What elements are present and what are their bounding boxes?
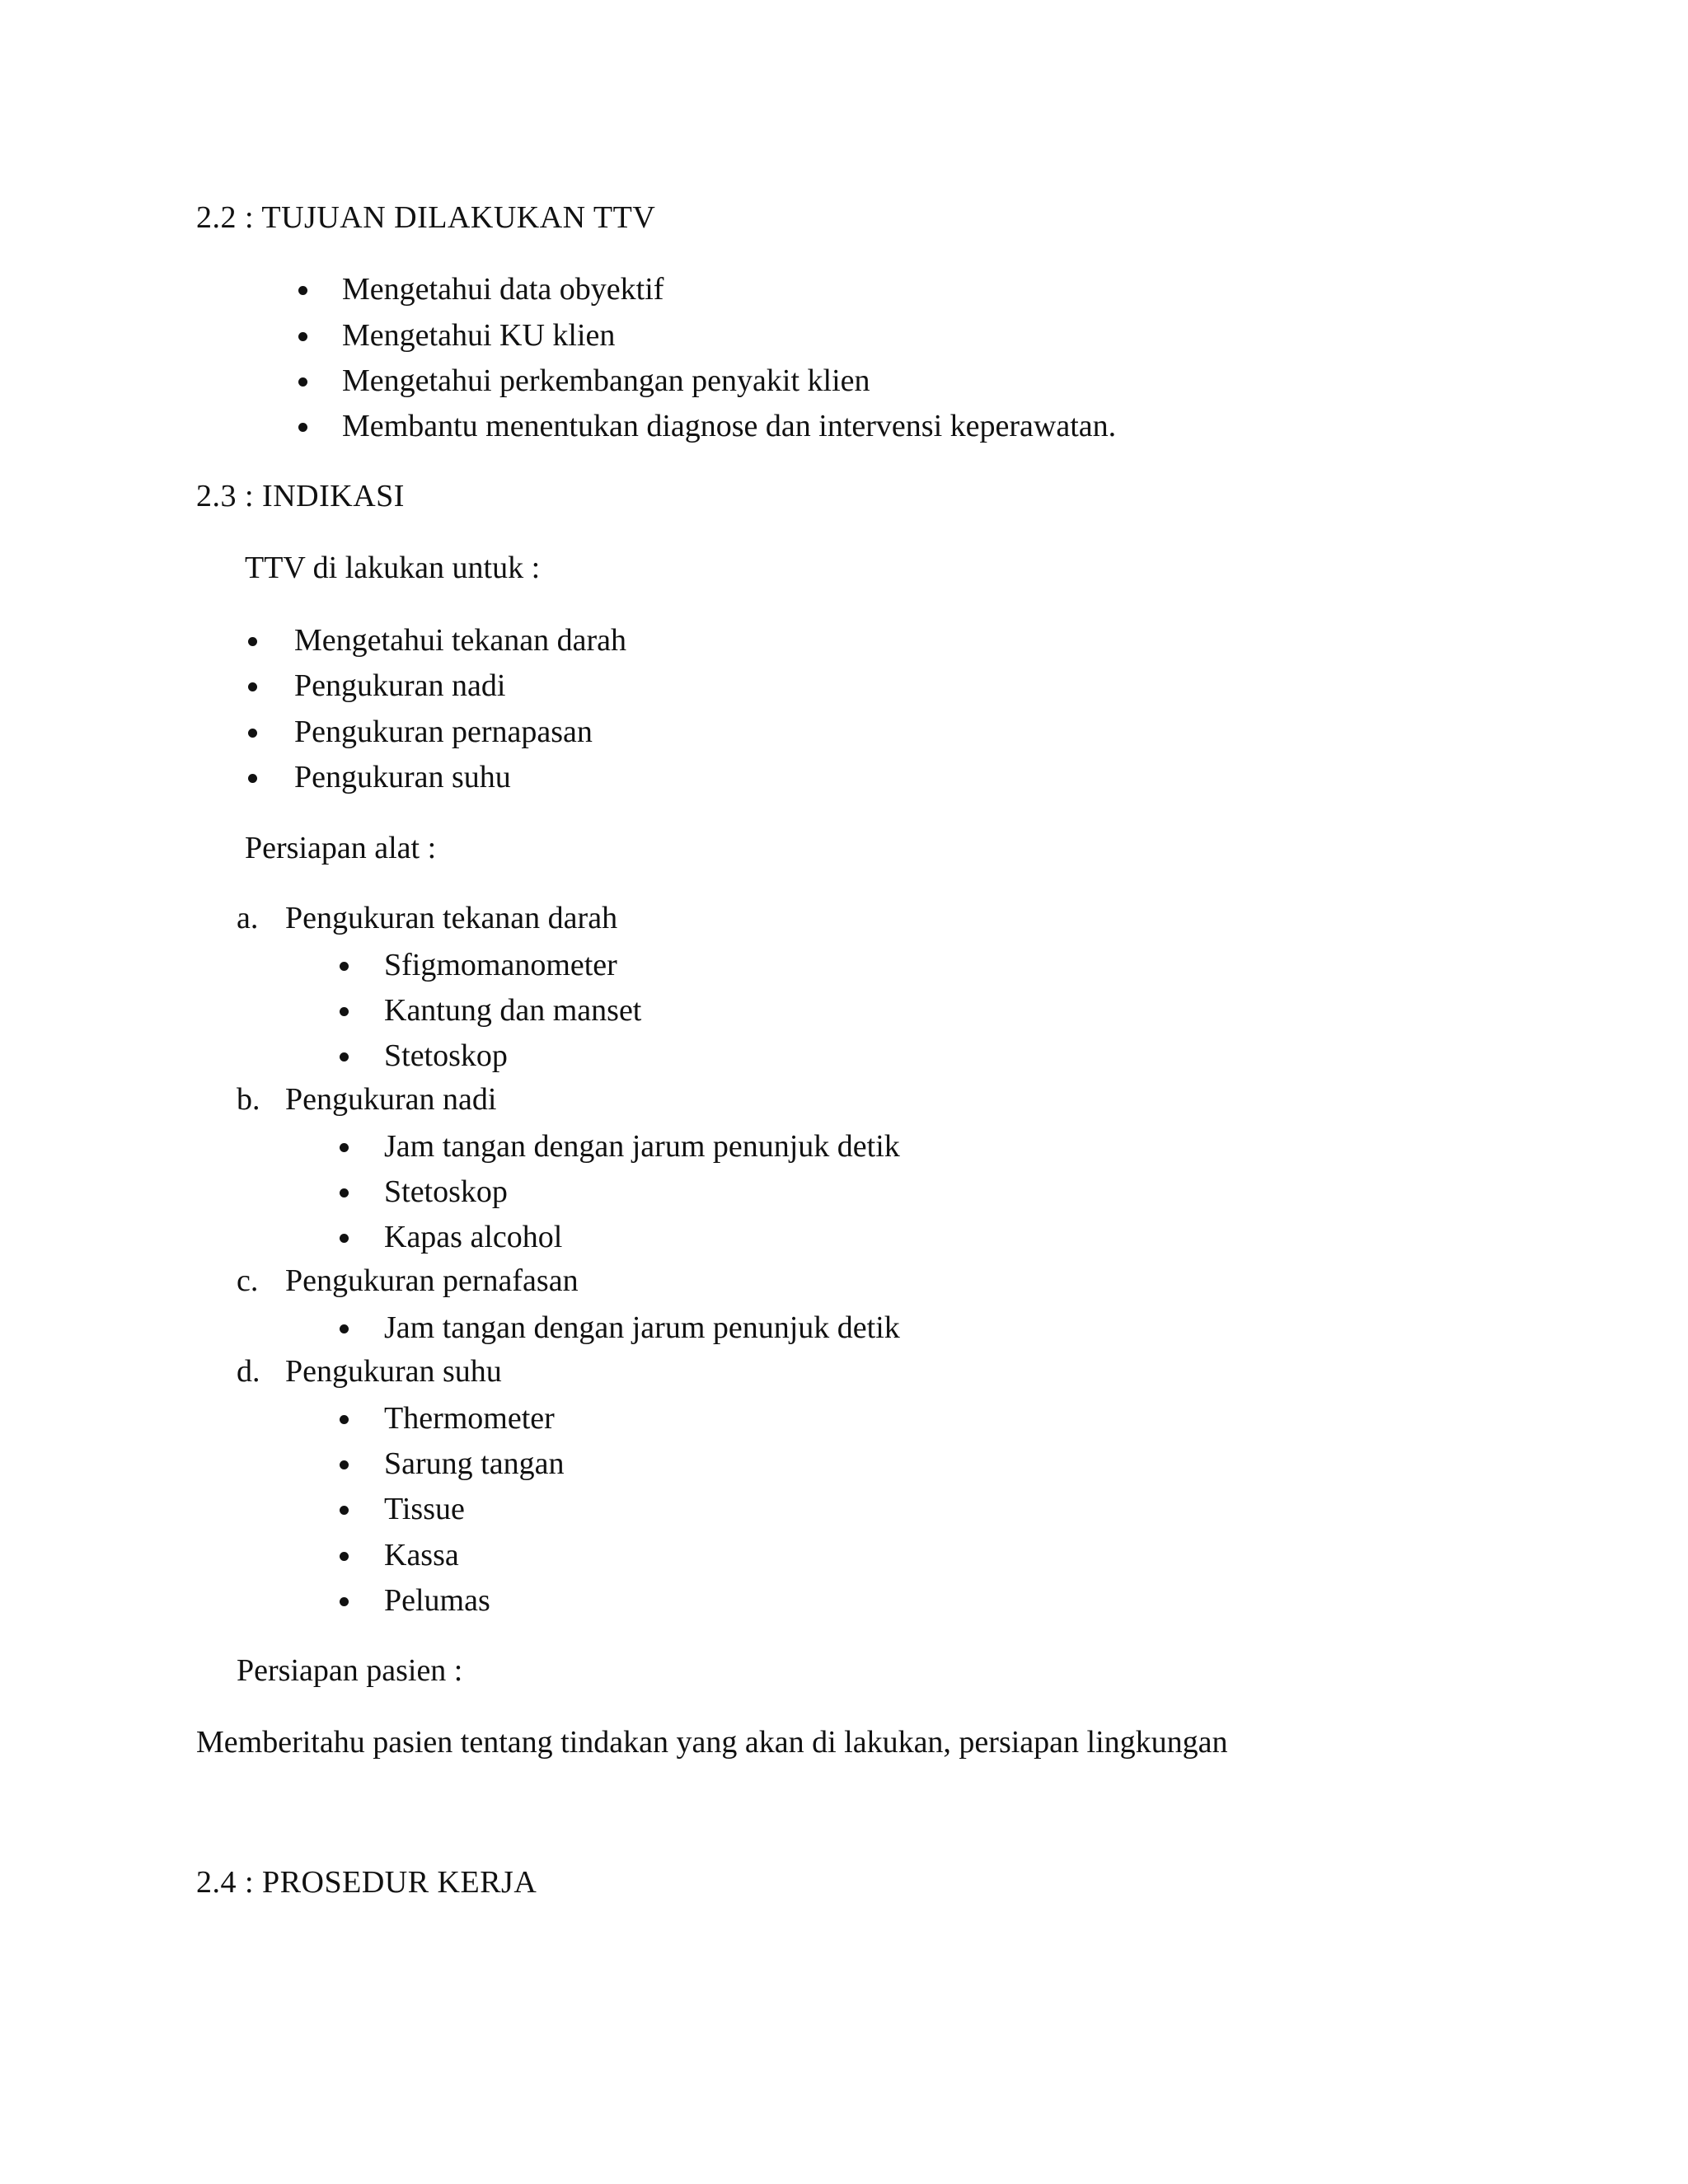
list-item: Pengukuran suhu: [294, 760, 511, 794]
list-item: Pengukuran nadi: [294, 668, 506, 703]
alat-label: Persiapan alat :: [245, 831, 437, 865]
list-item: Sarung tangan: [384, 1446, 565, 1481]
bullet-icon: [340, 1188, 349, 1197]
list-item: Sfigmomanometer: [384, 948, 617, 982]
intro-text: TTV di lakukan untuk :: [245, 551, 541, 585]
list-item: Jam tangan dengan jarum penunjuk detik: [384, 1129, 900, 1164]
bullet-icon: [340, 1460, 349, 1469]
bullet-icon: [340, 1415, 349, 1424]
bullet-icon: [340, 1324, 349, 1333]
list-item: Jam tangan dengan jarum penunjuk detik: [384, 1310, 900, 1345]
list-item: Kantung dan manset: [384, 993, 642, 1028]
list-item: Tissue: [384, 1492, 465, 1526]
list-item: Pelumas: [384, 1583, 490, 1618]
alat-group-label: Pengukuran pernafasan: [285, 1263, 579, 1298]
alat-group-label: Pengukuran tekanan darah: [285, 901, 618, 935]
bullet-icon: [248, 774, 257, 783]
bullet-icon: [248, 637, 257, 646]
list-item: Membantu menentukan diagnose dan intervensi keperawatan.: [342, 409, 1117, 443]
bullet-icon: [340, 1597, 349, 1606]
list-letter: c.: [237, 1263, 259, 1298]
alat-group-label: Pengukuran suhu: [285, 1354, 502, 1389]
list-item: Thermometer: [384, 1401, 555, 1436]
bullet-icon: [340, 1506, 349, 1515]
bullet-icon: [298, 286, 307, 295]
list-item: Stetoskop: [384, 1038, 508, 1073]
bullet-icon: [298, 423, 307, 432]
list-item: Kassa: [384, 1538, 459, 1572]
section-heading-2-2: 2.2 : TUJUAN DILAKUKAN TTV: [196, 200, 656, 235]
bullet-icon: [340, 1052, 349, 1062]
bullet-icon: [340, 1234, 349, 1243]
pasien-label: Persiapan pasien :: [237, 1653, 463, 1688]
pasien-text: Memberitahu pasien tentang tindakan yang akan di lakukan, persiapan lingkungan: [196, 1725, 1228, 1760]
list-item: Mengetahui perkembangan penyakit klien: [342, 363, 870, 398]
section-heading-2-3: 2.3 : INDIKASI: [196, 479, 405, 513]
bullet-icon: [340, 1552, 349, 1561]
alat-group-label: Pengukuran nadi: [285, 1082, 497, 1117]
list-item: Kapas alcohol: [384, 1220, 563, 1254]
list-item: Mengetahui KU klien: [342, 318, 616, 353]
bullet-icon: [298, 332, 307, 341]
list-item: Stetoskop: [384, 1174, 508, 1209]
section-heading-2-4: 2.4 : PROSEDUR KERJA: [196, 1865, 537, 1900]
list-item: Mengetahui data obyektif: [342, 272, 664, 307]
list-letter: d.: [237, 1354, 260, 1389]
bullet-icon: [298, 377, 307, 387]
bullet-icon: [340, 1007, 349, 1016]
bullet-icon: [248, 682, 257, 691]
list-item: Mengetahui tekanan darah: [294, 623, 627, 658]
list-letter: b.: [237, 1082, 260, 1117]
list-letter: a.: [237, 901, 259, 935]
bullet-icon: [340, 1143, 349, 1152]
bullet-icon: [340, 962, 349, 971]
list-item: Pengukuran pernapasan: [294, 715, 593, 749]
bullet-icon: [248, 729, 257, 738]
